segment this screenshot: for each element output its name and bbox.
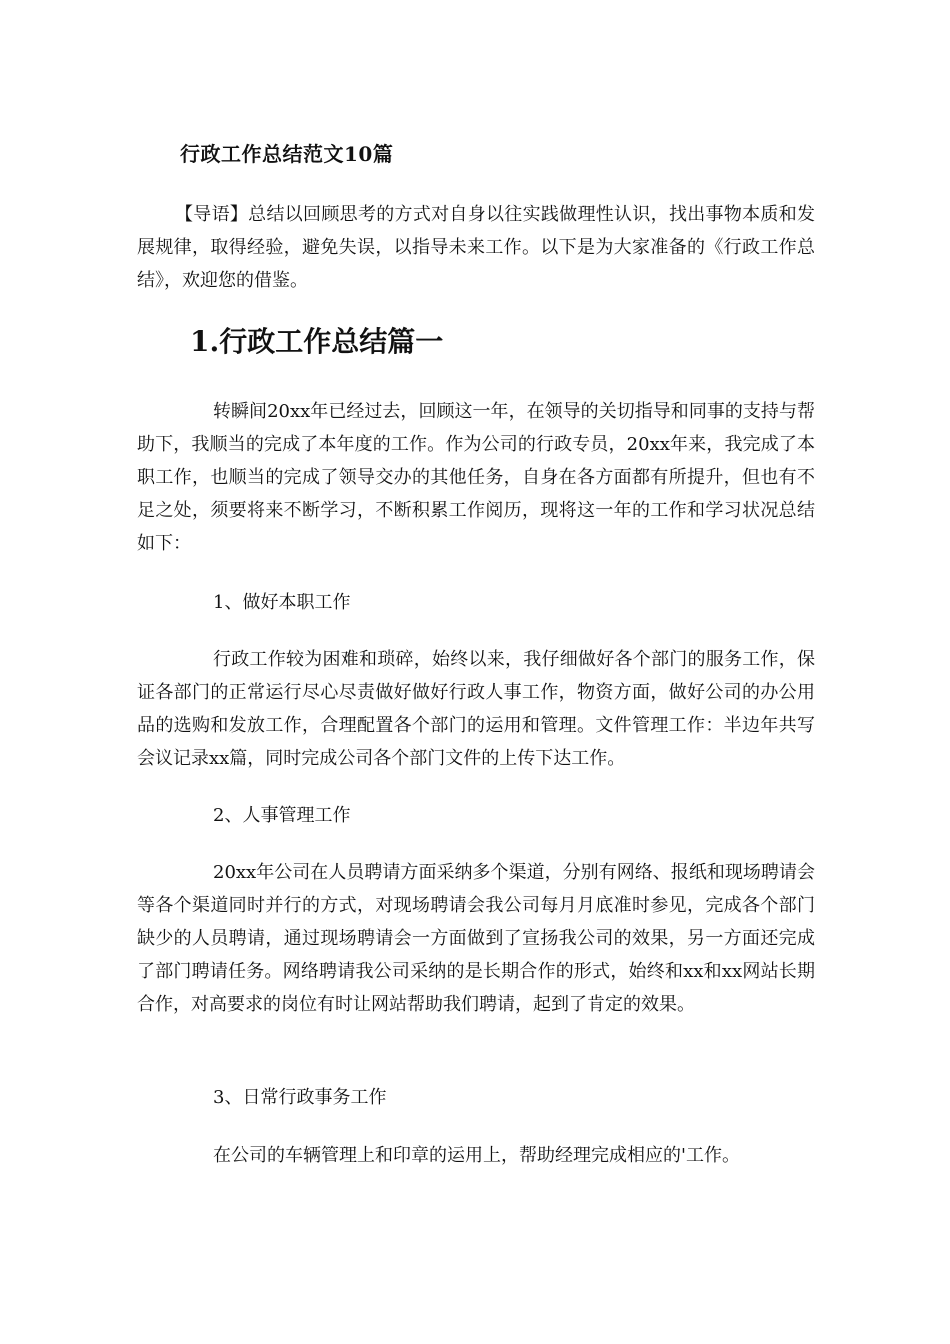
subheading-3: 3、日常行政事务工作 (213, 1087, 387, 1108)
body-paragraph-4: 在公司的车辆管理上和印章的运用上，帮助经理完成相应的'工作。 (213, 1145, 740, 1166)
subheading-1: 1、做好本职工作 (213, 592, 351, 613)
body-paragraph-2: 行政工作较为困难和琐碎，始终以来，我仔细做好各个部门的服务工作，保证各部门的正常运行尽心尽责做好做好行政人事工作，物资方面，做好公司的办公用品的选购和发放工作，合理配置各个部门的运用和管理。文件管理工作：半边年共写会议记录xx篇，同时完成公司各个部门文件的上传下达工作。 (137, 649, 815, 769)
body-paragraph-1: 转瞬间20xx年已经过去，回顾这一年，在领导的关切指导和同事的支持与帮助下，我顺当的完成了本年度的工作。作为公司的行政专员，20xx年来，我完成了本职工作，也顺当的完成了领导交办的其他任务，自身在各方面都有所提升，但也有不足之处，须要将来不断学习，不断积累工作阅历，现将这一年的工作和学习状况总结如下： (137, 401, 815, 554)
document-title: 行政工作总结范文10篇 (180, 142, 394, 166)
intro-paragraph: 【导语】总结以回顾思考的方式对自身以往实践做理性认识，找出事物本质和发展规律，取得经验，避免失误，以指导未来工作。以下是为大家准备的《行政工作总结》，欢迎您的借鉴。 (137, 204, 815, 291)
section-heading: 1.行政工作总结篇一 (190, 325, 444, 358)
body-paragraph-3: 20xx年公司在人员聘请方面采纳多个渠道，分别有网络、报纸和现场聘请会等各个渠道同时并行的方式，对现场聘请会我公司每月月底准时参见，完成各个部门缺少的人员聘请，通过现场聘请会一方面做到了宣扬我公司的效果，另一方面还完成了部门聘请任务。网络聘请我公司采纳的是长期合作的形式，始终和xx和xx网站长期合作，对高要求的岗位有时让网站帮助我们聘请，起到了肯定的效果。 (137, 862, 815, 1015)
subheading-2: 2、人事管理工作 (213, 805, 351, 826)
